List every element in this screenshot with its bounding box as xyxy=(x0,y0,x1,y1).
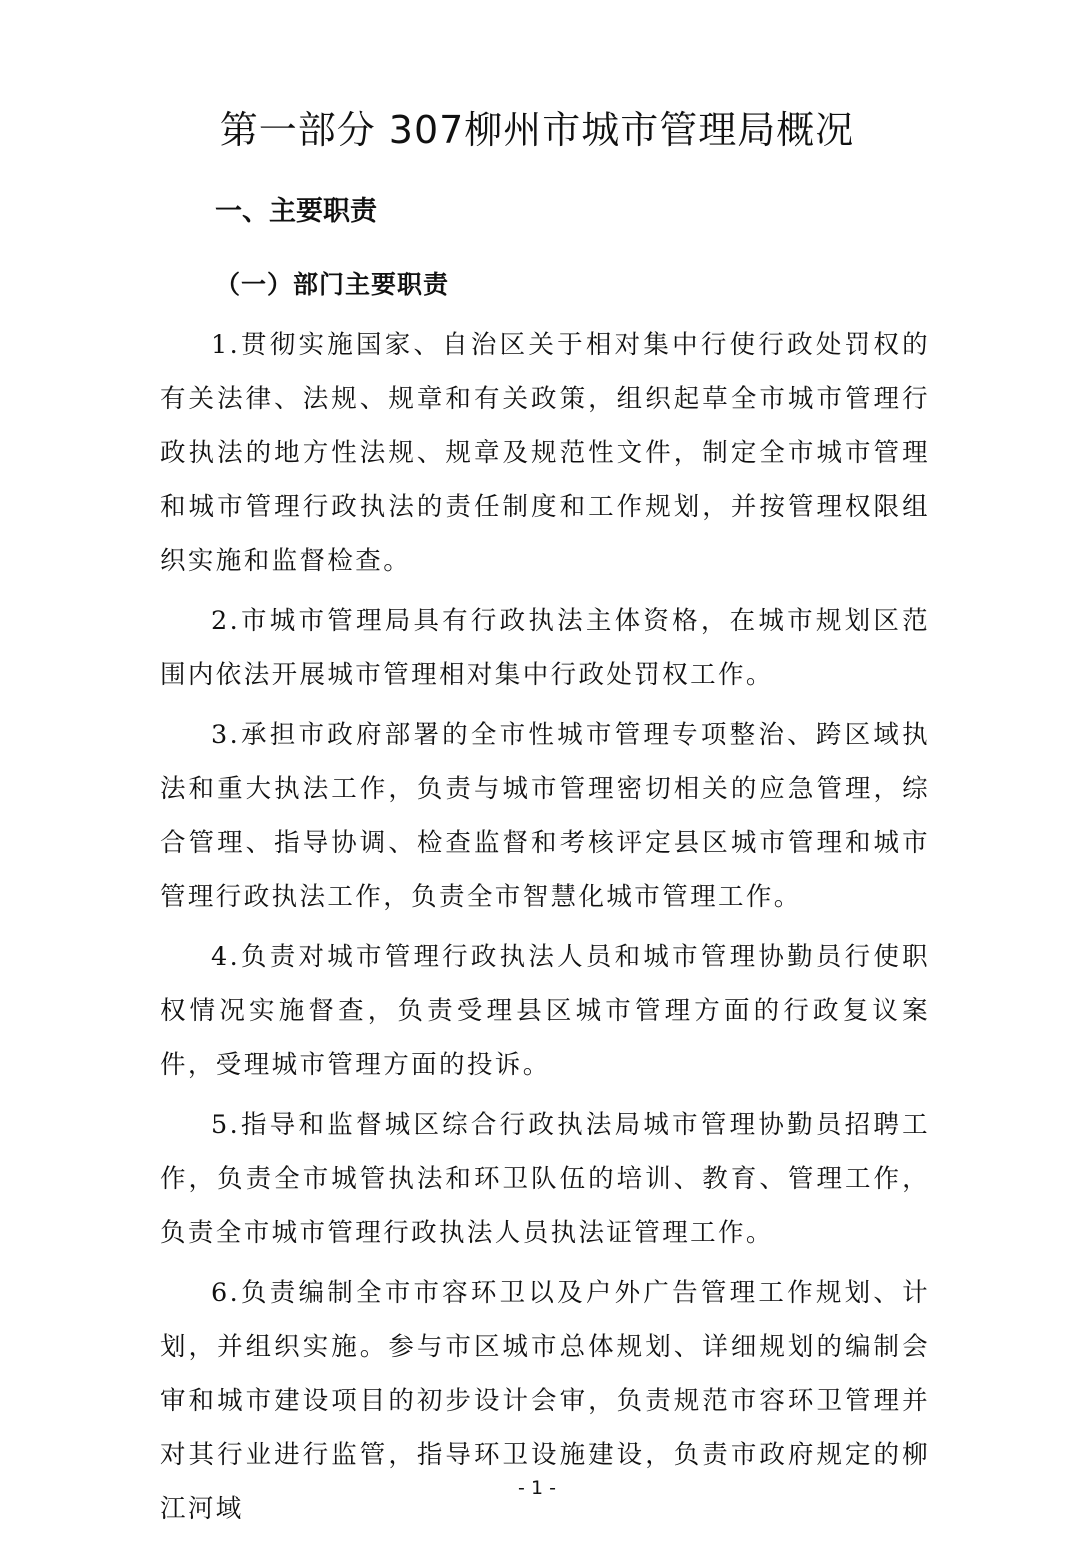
subsection-heading: （一）部门主要职责 xyxy=(215,270,450,299)
paragraph-4: 4.负责对城市管理行政执法人员和城市管理协勤员行使职权情况实施督查，负责受理县区城市管理方面的行政复议案件，受理城市管理方面的投诉。 xyxy=(160,942,930,1080)
paragraph-2: 2.市城市管理局具有行政执法主体资格，在城市规划区范围内依法开展城市管理相对集中行政处罚权工作。 xyxy=(160,606,930,690)
paragraph-1: 1.贯彻实施国家、自治区关于相对集中行使行政处罚权的有关法律、法规、规章和有关政策，组织起草全市城市管理行政执法的地方性法规、规章及规范性文件，制定全市城市管理和城市管理行政执法的责任制度和工作规划，并按管理权限组织实施和监督检查。 xyxy=(160,330,930,576)
page-number: - 1 - xyxy=(518,1477,556,1499)
body-text xyxy=(160,318,930,1542)
section-heading: 一、主要职责 xyxy=(215,196,377,227)
paragraph-3: 3.承担市政府部署的全市性城市管理专项整治、跨区域执法和重大执法工作，负责与城市管理密切相关的应急管理，综合管理、指导协调、检查监督和考核评定县区城市管理和城市管理行政执法工作，负责全市智慧化城市管理工作。 xyxy=(160,720,930,912)
paragraph-5: 5.指导和监督城区综合行政执法局城市管理协勤员招聘工作，负责全市城管执法和环卫队伍的培训、教育、管理工作，负责全市城市管理行政执法人员执法证管理工作。 xyxy=(160,1110,930,1248)
page-title: 第一部分 307柳州市城市管理局概况 xyxy=(219,108,855,152)
paragraph-6: 6.负责编制全市市容环卫以及户外广告管理工作规划、计划，并组织实施。参与市区城市总体规划、详细规划的编制会审和城市建设项目的初步设计会审，负责规范市容环卫管理并对其行业进行监管，指导环卫设施建设，负责市政府规定的柳江河域 xyxy=(160,1278,930,1524)
